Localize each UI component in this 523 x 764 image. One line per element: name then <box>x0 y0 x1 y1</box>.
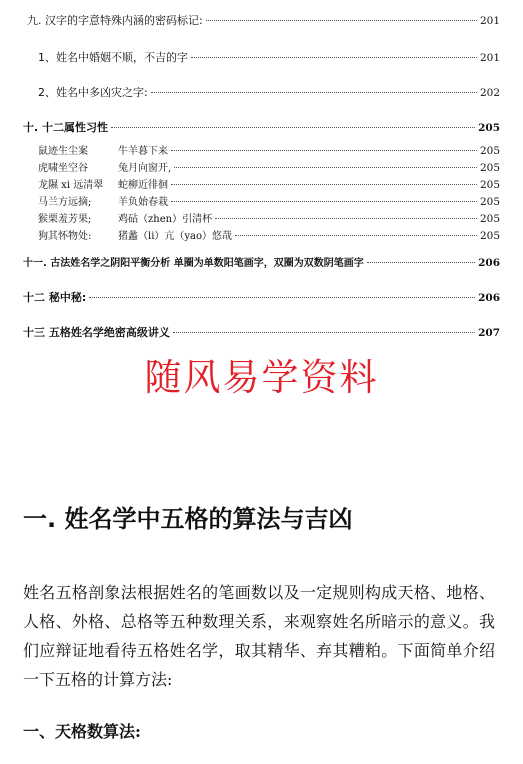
toc-entry-page: 201 <box>479 52 500 64</box>
toc-leader-dots <box>235 235 477 236</box>
toc-entry-10[interactable] <box>23 121 500 135</box>
toc-entry-title: 1、姓名中婚姻不顺，不吉的字 <box>38 51 188 64</box>
toc-entry-page: 205 <box>478 122 500 134</box>
toc-entry-title: 九. 汉字的字意特殊内涵的密码标记: <box>27 14 203 27</box>
toc-entry-title: 十三 五格姓名学绝密高级讲义 <box>23 326 170 339</box>
toc-sub-right: 鸡砧（zhen）引清杯 <box>118 214 213 225</box>
toc-entry-page: 202 <box>479 87 500 99</box>
toc-entry-11[interactable] <box>23 256 500 271</box>
toc-entry-12[interactable] <box>23 291 500 305</box>
toc-leader-dots <box>171 150 477 151</box>
toc-sub-entry[interactable] <box>38 162 500 175</box>
toc-entry-page: 207 <box>478 327 500 339</box>
toc-entry-title: 十一. 古法姓名学之阴阳平衡分析 单圈为单数阳笔画字，双圈为双数阴笔画字 <box>23 258 364 269</box>
toc-entry-title: 2、姓名中多凶灾之字: <box>38 86 148 99</box>
toc-sub-left: 鼠迹生尘案 <box>38 146 88 157</box>
toc-sub-left: 虎啸坐空谷 <box>38 163 88 174</box>
toc-sub-left: 猴栗羞芳果; <box>38 214 92 225</box>
watermark-text: 随风易学资料 <box>144 356 379 399</box>
body-paragraph: 姓名五格剖象法根据姓名的笔画数以及一定规则构成天格、地格、人格、外格、总格等五种数理关系，来观察姓名所暗示的意义。我们应辩证地看待五格姓名学，取其精华、弃其糟粕。下面简单介绍一下五格的计算方法: <box>23 583 495 689</box>
toc-leader-dots <box>171 201 477 202</box>
toc-sub-entry[interactable] <box>38 179 500 192</box>
toc-leader-dots <box>191 57 477 58</box>
chapter-title: 一. 姓名学中五格的算法与吉凶 <box>23 505 353 533</box>
toc-sub-right: 猪蠡（li）亢（yao）悠哉 <box>118 231 233 242</box>
toc-leader-dots <box>174 167 477 168</box>
toc-entry-title: 十. 十二属性习性 <box>23 121 109 134</box>
toc-entry-9[interactable] <box>27 14 500 28</box>
toc-leader-dots <box>151 92 477 93</box>
toc-entry-page: 205 <box>479 179 500 191</box>
toc-leader-dots <box>367 262 475 263</box>
toc-entry-9-1[interactable] <box>38 51 500 65</box>
toc-sub-right: 牛羊暮下来 <box>118 146 168 157</box>
section-heading: 一、天格数算法: <box>23 722 141 741</box>
toc-sub-right: 蛇柳近徘徊 <box>118 180 168 191</box>
toc-sub-right: 羊负始春栽 <box>118 197 168 208</box>
toc-entry-page: 201 <box>479 15 500 27</box>
toc-sub-left: 狗其怀物处: <box>38 231 92 242</box>
toc-sub-entry[interactable] <box>38 213 500 226</box>
toc-entry-page: 205 <box>479 145 500 157</box>
toc-entry-page: 205 <box>479 196 500 208</box>
toc-leader-dots <box>215 218 477 219</box>
toc-sub-entry[interactable] <box>38 230 500 243</box>
toc-sub-left: 龙隰 xi 远清翠 <box>38 180 104 191</box>
toc-leader-dots <box>111 127 475 128</box>
toc-entry-title: 十二 秘中秘: <box>23 291 87 304</box>
toc-leader-dots <box>173 332 475 333</box>
toc-entry-page: 206 <box>478 292 500 304</box>
toc-sub-entry[interactable] <box>38 145 500 158</box>
toc-entry-page: 205 <box>479 230 500 242</box>
toc-entry-9-2[interactable] <box>38 86 500 100</box>
toc-leader-dots <box>171 184 477 185</box>
toc-sub-entry[interactable] <box>38 196 500 209</box>
toc-leader-dots <box>89 297 475 298</box>
toc-entry-13[interactable] <box>23 326 500 340</box>
toc-entry-page: 205 <box>479 213 500 225</box>
toc-sub-right: 兔月向窗开, <box>118 163 172 174</box>
toc-entry-page: 206 <box>478 257 500 269</box>
toc-sub-left: 马兰方远摘; <box>38 197 92 208</box>
toc-leader-dots <box>206 20 477 21</box>
toc-entry-page: 205 <box>479 162 500 174</box>
